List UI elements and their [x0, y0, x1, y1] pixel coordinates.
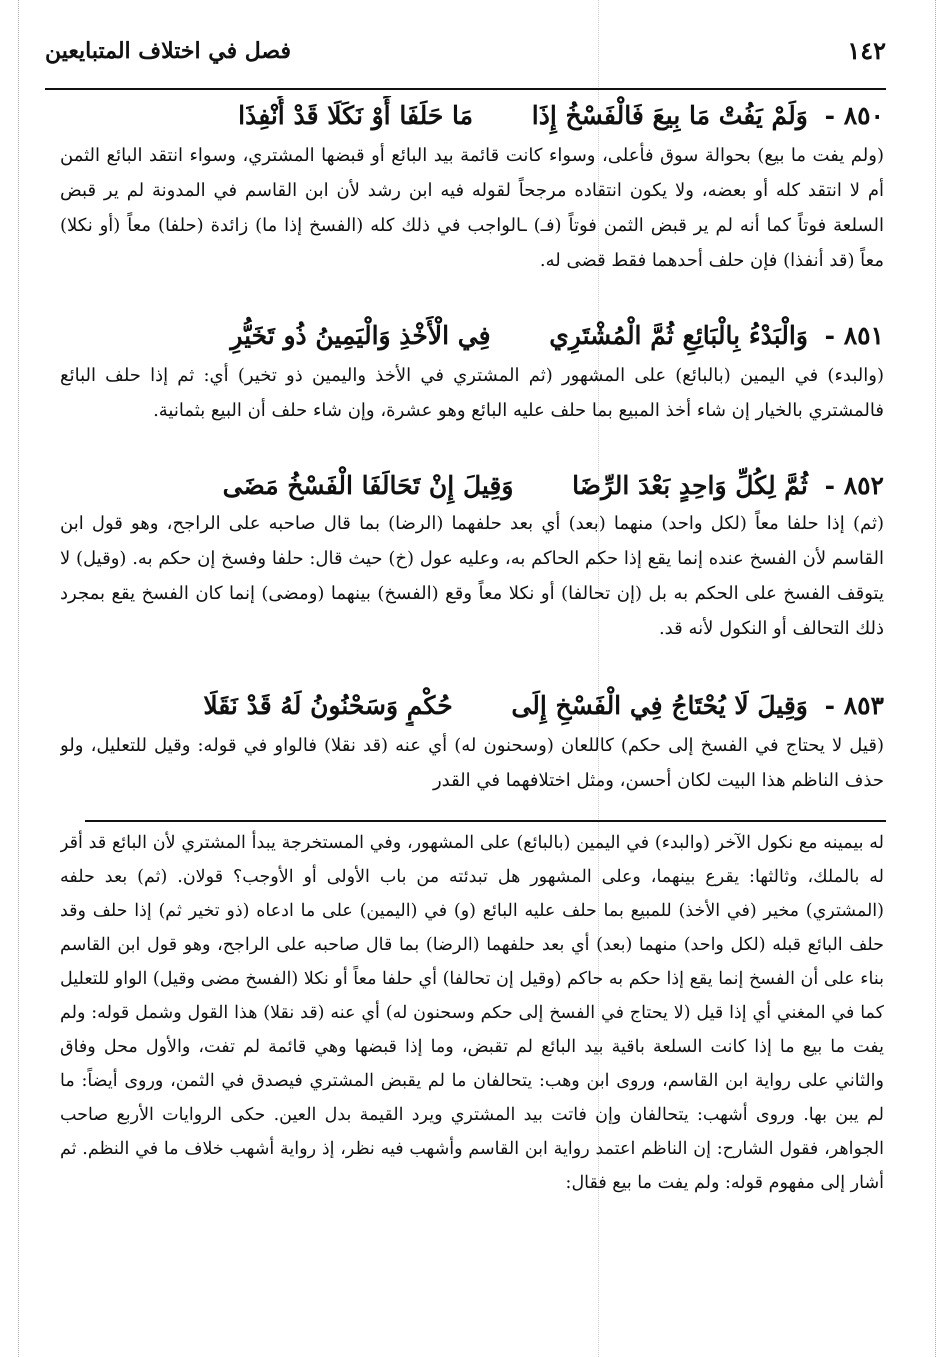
footnote-separator	[85, 820, 886, 822]
verse-first-hemistich: وَلَمْ يَفُتْ مَا بِيعَ فَالْفَسْخُ إِذَا	[531, 101, 808, 130]
verse-first-hemistich: وَقِيلَ لَا يُحْتَاجُ فِي الْفَسْخِ إِلَى	[511, 691, 808, 720]
page-edge-dotted-line	[18, 0, 19, 1357]
verse-first-hemistich: وَالْبَدْءُ بِالْبَائِعِ ثُمَّ الْمُشْتَرِي	[549, 321, 808, 350]
verse-number: ٨٥١ -	[824, 321, 884, 350]
commentary-paragraph: (ولم يفت ما بيع) بحوالة سوق فأعلى، وسواء كانت قائمة بيد البائع أو قبضها المشتري، وسواء انتقد البائع الثمن أم لا انتقد كله أو بعضه، ولا يكون انتقاده مرجحاً لقوله فيه ابن رشد لأن ابن القاسم في المدونة لم ير قبض السلعة فوتاً كما أنه لم ير قبض الثمن فوتاً (فـ) ـالواجب في ذلك كله (الفسخ إذا ما) زائدة (حلفا) معاً (أو نكلا) معاً (قد أنفذا) فإن حلف أحدهما فقط قضى له.	[60, 145, 884, 271]
page-edge-dotted-line	[935, 0, 936, 1357]
verse-second-hemistich: فِي الْأَخْذِ وَالْيَمِينُ ذُو تَخَيُّرِ	[230, 321, 491, 350]
verse-line	[60, 316, 884, 356]
verse-number: ٨٥٢ -	[824, 471, 884, 500]
page-header	[45, 30, 886, 80]
commentary-paragraph: (والبدء) في اليمين (بالبائع) على المشهور (ثم المشتري في الأخذ واليمين ذو تخير) أي: ثم إذا حلف البائع فالمشتري بالخيار إن شاء أخذ المبيع بما حلف عليه البائع وهو عشرة، وإن شاء حلف أن البيع بثمانية.	[60, 365, 884, 421]
verse-commentary	[60, 358, 884, 464]
verse-first-hemistich: ثُمَّ لِكُلِّ وَاحِدٍ بَعْدَ الرِّضَا	[572, 471, 808, 500]
commentary-paragraph: (قيل لا يحتاج في الفسخ إلى حكم) كاللعان (وسحنون له) أي عنه (قد نقلا) فالواو في قوله: وقيل للتعليل، ولو حذف الناظم هذا البيت لكان أحسن، ومثل اختلافهما في القدر	[60, 735, 884, 791]
footnotes-block	[60, 826, 884, 1302]
page-number: ١٤٢	[847, 36, 886, 65]
verse-line	[60, 96, 884, 136]
verse-second-hemistich: حُكْمٍ وَسَحْنُونُ لَهُ قَدْ نَقَلَا	[203, 691, 453, 720]
verse-number: ٨٥٣ -	[824, 691, 884, 720]
verse-line	[60, 466, 884, 506]
verse-commentary	[60, 138, 884, 312]
verse-number: ٨٥٠ -	[824, 101, 884, 130]
footnote-paragraph: له بيمينه مع نكول الآخر (والبدء) في اليمين (بالبائع) على المشهور، وفي المستخرجة يبدأ المشتري لأن البائع قد أقر له بالملك، وثالثها: يقرع بينهما، وعلى المشهور هل تبدئته من باب الأولى أو الأوجب؟ قولان. (ثم) بعد حلفه (المشتري) مخير (في الأخذ) للمبيع بما حلف عليه البائع (و) في (اليمين) على ما ادعاه (ذو تخير ثم) إذا حلف وقد حلف البائع قبله (لكل واحد) منهما (بعد) أي بعد حلفهما (الرضا) بما قال صاحبه على الراجح، وهو قول ابن القاسم بناء على أن الفسخ إنما يقع إذا حكم به حاكم (وقيل إن تحالفا) أي حلفا معاً أو نكلا (الفسخ مضى وقيل) الواو للتعليل كما في المغني أي إذا قيل (لا يحتاج في الفسخ إلى حكم وسحنون له) أي عنه (قد نقلا) هذا القول وشمل قوله: ولم يفت ما بيع ما إذا كانت السلعة باقية بيد البائع لم تقبض، وما إذا قبضها وهي قائمة لم تفت، والأول محل وفاق والثاني على رواية ابن القاسم، وروى ابن وهب: يتحالفان ما لم يقبض المشتري فيصدق في الثمن، وروى أيضاً: ما لم يبن بها. وروى أشهب: يتحالفان وإن فاتت بيد المشتري ويرد القيمة بدل العين. حكى الروايات الأربع صاحب الجواهر، فقول الشارح: إن الناظم اعتمد رواية ابن القاسم وأشهب فيه نظر، إذ رواية أشهب خلاف ما في النظم. ثم أشار إلى مفهوم قوله: ولم يفت ما بيع فقال:	[60, 833, 884, 1193]
verse-commentary	[60, 728, 884, 814]
header-rule	[45, 88, 886, 90]
verse-second-hemistich: مَا حَلَفَا أَوْ نَكَلَا قَدْ أُنْفِذَا	[238, 101, 474, 130]
commentary-paragraph: (ثم) إذا حلفا معاً (لكل واحد) منهما (بعد) أي بعد حلفهما (الرضا) بما قال صاحبه على الراجح، وهو قول ابن القاسم لأن الفسخ عنده إنما يقع إذا حكم الحاكم به، وعليه عول (خ) حيث قال: حلفا وفسخ إن حكم به. (وقيل) لا يتوقف الفسخ على الحكم به بل (إن تحالفا) أو نكلا معاً وقع (الفسخ) بينهما (ومضى) إنما كان الفسخ يقع بمجرد ذلك التحالف أو النكول لأنه قد.	[60, 513, 884, 639]
verse-commentary	[60, 506, 884, 682]
verse-second-hemistich: وَقِيلَ إِنْ تَحَالَفَا الْفَسْخُ مَضَى	[222, 471, 514, 500]
running-title: فصل في اختلاف المتبايعين	[45, 38, 292, 64]
verse-line	[60, 686, 884, 726]
